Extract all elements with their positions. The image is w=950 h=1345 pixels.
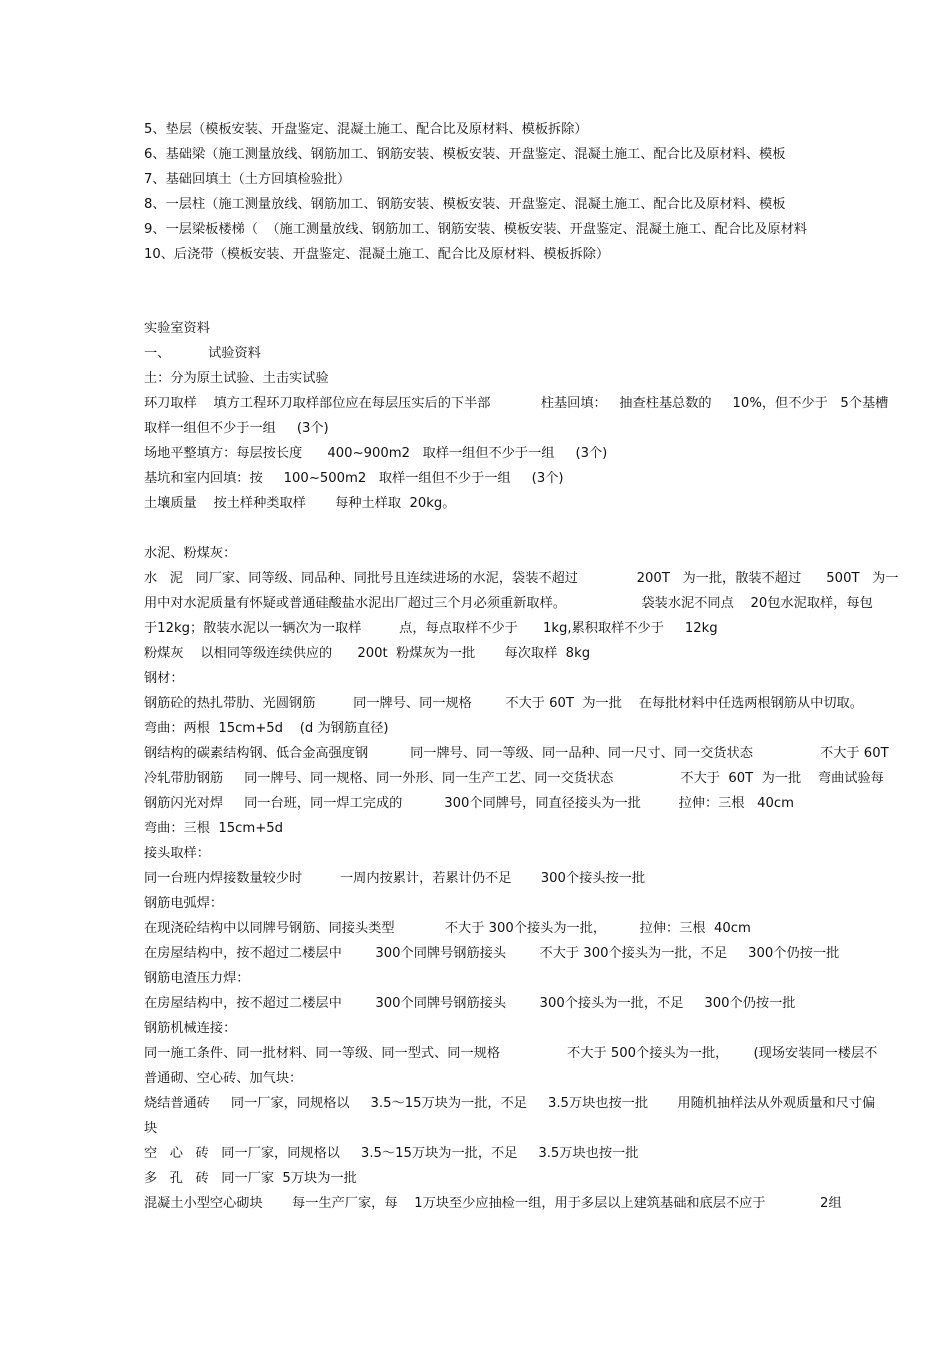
section-heading: 一、 试验资料 bbox=[144, 346, 261, 361]
subsection-heading: 水泥、粉煤灰： bbox=[144, 546, 237, 561]
text-line: 于12kg；散装水泥以一辆次为一取样 点，每点取样不少于 1kg,累积取样不少于 12kg bbox=[144, 621, 718, 636]
text-line: 场地平整填方：每层按长度 400~900m2 取样一组但不少于一组 (3个) bbox=[144, 446, 608, 461]
text-line: 环刀取样 填方工程环刀取样部位应在每层压实后的下半部 柱基回填： 抽查柱基总数的 10%，但不少于 5个基槽 bbox=[144, 396, 889, 411]
section-title: 实验室资料 bbox=[144, 321, 210, 336]
subsection-heading: 钢筋机械连接： bbox=[144, 1021, 237, 1036]
list-item-9: 9、一层梁板楼梯（ （施工测量放线、钢筋加工、钢筋安装、模板安装、开盘鉴定、混凝土施工、配合比及原材料 bbox=[144, 222, 807, 237]
text-line: 用中对水泥质量有怀疑或普通硅酸盐水泥出厂超过三个月必须重新取样。 袋装水泥不同点 20包水泥取样，每包 bbox=[144, 596, 873, 611]
text-line: 基坑和室内回填：按 100~500m2 取样一组但不少于一组 (3个) bbox=[144, 471, 564, 486]
text-line: 块 bbox=[144, 1121, 158, 1136]
text-line: 在房屋结构中，按不超过二楼层中 300个同牌号钢筋接头 不大于 300个接头为一批，不足 300个仍按一批 bbox=[144, 946, 840, 961]
text-line: 同一台班内焊接数量较少时 一周内按累计，若累计仍不足 300个接头按一批 bbox=[144, 871, 646, 886]
subsection-heading: 接头取样： bbox=[144, 846, 210, 861]
text-line: 在房屋结构中，按不超过二楼层中 300个同牌号钢筋接头 300个接头为一批，不足 300个仍按一批 bbox=[144, 996, 796, 1011]
list-item-5: 5、垫层（模板安装、开盘鉴定、混凝土施工、配合比及原材料、模板拆除） bbox=[144, 122, 588, 137]
text-line: 空 心 砖 同一厂家，同规格以 3.5～15万块为一批，不足 3.5万块也按一批 bbox=[144, 1146, 639, 1161]
subsection-heading: 钢材： bbox=[144, 671, 184, 686]
text-line: 多 孔 砖 同一厂家 5万块为一批 bbox=[144, 1171, 357, 1186]
text-line: 同一施工条件、同一批材料、同一等级、同一型式、同一规格 不大于 500个接头为一批， (现场安装同一楼层不 bbox=[144, 1046, 878, 1061]
text-line: 在现浇砼结构中以同牌号钢筋、同接头类型 不大于 300个接头为一批， 拉伸：三根 40cm bbox=[144, 921, 751, 936]
text-line: 烧结普通砖 同一厂家，同规格以 3.5～15万块为一批，不足 3.5万块也按一批 用随机抽样法从外观质量和尺寸偏 bbox=[144, 1096, 876, 1111]
subsection-heading: 普通砌、空心砖、加气块： bbox=[144, 1071, 303, 1086]
subsection-heading: 钢筋电渣压力焊： bbox=[144, 971, 250, 986]
text-line: 钢筋闪光对焊 同一台班，同一焊工完成的 300个同牌号，同直径接头为一批 拉伸：三根 40cm bbox=[144, 796, 794, 811]
text-line: 弯曲：两根 15cm+5d (d 为钢筋直径) bbox=[144, 721, 389, 736]
text-line: 取样一组但不少于一组 (3个) bbox=[144, 421, 329, 436]
text-line: 弯曲：三根 15cm+5d bbox=[144, 821, 284, 836]
text-line: 钢结构的碳素结构钢、低合金高强度钢 同一牌号、同一等级、同一品种、同一尺寸、同一交货状态 不大于 60T bbox=[144, 746, 889, 761]
text-line: 钢筋砼的热扎带肋、光圆钢筋 同一牌号、同一规格 不大于 60T 为一批 在每批材料中任选两根钢筋从中切取。 bbox=[144, 696, 863, 711]
subsection-heading: 钢筋电弧焊： bbox=[144, 896, 224, 911]
list-item-6: 6、基础梁（施工测量放线、钢筋加工、钢筋安装、模板安装、开盘鉴定、混凝土施工、配合比及原材料、模板 bbox=[144, 147, 786, 162]
list-item-8: 8、一层柱（施工测量放线、钢筋加工、钢筋安装、模板安装、开盘鉴定、混凝土施工、配合比及原材料、模板 bbox=[144, 197, 786, 212]
text-line: 水 泥 同厂家、同等级、同品种、同批号且连续进场的水泥，袋装不超过 200T 为一批，散装不超过 500T 为一 bbox=[144, 571, 899, 586]
text-line: 粉煤灰 以相同等级连续供应的 200t 粉煤灰为一批 每次取样 8kg bbox=[144, 646, 591, 661]
text-line: 土壤质量 按土样种类取样 每种土样取 20kg。 bbox=[144, 496, 456, 511]
text-line: 混凝土小型空心砌块 每一生产厂家，每 1万块至少应抽检一组，用于多层以上建筑基础和底层不应于 2组 bbox=[144, 1196, 842, 1211]
list-item-10: 10、后浇带（模板安装、开盘鉴定、混凝土施工、配合比及原材料、模板拆除） bbox=[144, 247, 610, 262]
text-line: 土：分为原土试验、土击实试验 bbox=[144, 371, 329, 386]
text-line: 冷轧带肋钢筋 同一牌号、同一规格、同一外形、同一生产工艺、同一交货状态 不大于 60T 为一批 弯曲试验每 bbox=[144, 771, 884, 786]
list-item-7: 7、基础回填土（土方回填检验批） bbox=[144, 172, 351, 187]
